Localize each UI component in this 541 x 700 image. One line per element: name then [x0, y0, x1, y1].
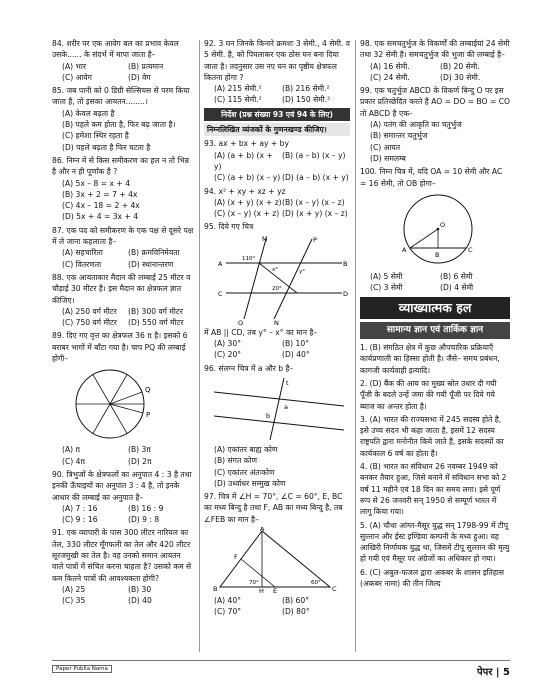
question-93: [204, 138, 350, 183]
option: (A) 5 सेमी: [370, 271, 403, 281]
option: (C) एकांतर अंतःकोण: [214, 467, 275, 477]
option: (C) 9 : 16: [62, 515, 98, 525]
column-3: [360, 38, 510, 591]
option: (C) आवेग: [62, 72, 92, 82]
question-text: 87. एक पद को समीकरण के एक पक्ष से दूसरे पक्ष में ले जाना कहलाता है–: [52, 225, 194, 247]
option: (D) 9 : 8: [128, 515, 160, 525]
option: (C) (x – y) (x + z): [214, 209, 280, 219]
label-b: b: [266, 411, 271, 420]
option: (B) (x – y) (x – z): [282, 197, 345, 207]
option: (D) 40°: [282, 350, 310, 360]
question-text: 91. एक व्यापारी के पास 300 लीटर नारियल का तेल, 330 लीटर मूँगफली का तेल और 420 लीटर सूरजमुखी का तेल है। वह उनको समान आयतन वाले पात्रों में संचित करना चाहता है? उसको कम से कम कितने पात्रों की आवश्यकता होगी?: [52, 528, 192, 583]
question-text: 93. ax + bx + ay + by: [204, 139, 289, 149]
option: (D) 40: [128, 596, 152, 606]
column-divider: [355, 40, 356, 652]
angle-label: 20°: [272, 285, 282, 292]
option: (D) 4 सेमी: [440, 283, 474, 293]
label-o: O: [440, 220, 446, 229]
option: (A) 5x – 8 = x + 4: [62, 178, 131, 188]
label-b: B: [435, 250, 440, 259]
option: (A) 25: [62, 584, 86, 594]
question-text: 97. चित्र में ∠H = 70°, ∠C = 60°, E, BC का मध्य बिन्दु है तथा F, AB का मध्य बिन्दु है, तब ∠FEB का मान है–: [204, 492, 343, 524]
option: (A) 40°: [214, 596, 241, 606]
option: (A) 16 सेमी.: [370, 61, 410, 71]
question-text: 88. एक आयताकार मैदान की लम्बाई 25 मीटर व चौड़ाई 30 मीटर है। इस मैदान का क्षेत्रफल ज्ञात कीजिए।: [52, 272, 191, 305]
angle-label: 70°: [249, 580, 259, 587]
option: (B) 20 सेमी.: [440, 61, 480, 71]
option: (C) 4x – 18 = 2 + 4x: [62, 201, 140, 211]
question-90: [52, 469, 194, 525]
question-text: 84. शरीर पर एक आवेग बल का प्रभाव केवल उसके...... के संदर्भ में मापा जाता है–: [52, 39, 179, 60]
option: (C) 70°: [214, 607, 242, 617]
option: (A) 215 सेमी.²: [214, 84, 262, 94]
question-text: 95. दिये गए चित्र: [204, 222, 254, 232]
option: (D) उर्ध्वाधर सम्मुख कोण: [214, 478, 286, 488]
question-87: [52, 225, 194, 270]
question-text: 100. निम्न चित्र में, यदि OA = 10 सेमी और AC = 16 सेमी, तो OB होगा–: [360, 167, 503, 188]
answer-explanation: 6. (C) अबुल-फजल द्वारा अकबर के शासन इतिहास (अकबर नामा) की तीन जिल्द: [360, 567, 504, 588]
column-2: [204, 38, 350, 620]
option: (C) 750 वर्ग मीटर: [62, 318, 117, 328]
option: (A) केवल बढ़ता है: [62, 108, 115, 118]
subsection-heading: सामान्य ज्ञान एवं तार्किक ज्ञान: [360, 322, 510, 339]
circle-chord-figure: [360, 191, 510, 269]
option: (B) 216 सेमी.²: [282, 84, 330, 94]
option: (B) 3x + 2 = 7 + 4x: [62, 189, 138, 199]
option: (D) 150 सेमी.²: [282, 95, 331, 105]
option: (A) (x + y) (x + z): [214, 197, 282, 207]
option: (A) पतंग की आकृति का चतुर्भुज: [370, 120, 462, 130]
answer-explanation: 3. (A) भारत की राज्यसभा में 245 सदस्य होते है, इसे उच्च सदन भी कहा जाता है, इसमें 12 सदस्य राष्ट्रपति द्वारा मनोनीत किये जाते है, इसके सदस्यों का कार्यकाल 6 वर्ष का होता है।: [360, 414, 504, 458]
page-number: पेपर | 5: [476, 667, 510, 678]
option: (B) 6 सेमी: [440, 271, 473, 281]
label-f: F: [234, 553, 238, 562]
label-q: Q: [145, 386, 151, 395]
option: (B) 60°: [282, 596, 310, 606]
option: (B) संगत कोण: [214, 456, 257, 466]
label-a: A: [218, 259, 223, 268]
question-84: [52, 38, 194, 83]
option: (C) 35: [62, 596, 86, 606]
option: (A) 250 वर्ग मीटर: [62, 306, 117, 316]
question-100: [360, 166, 510, 293]
question-text-continued: में AB || CD, तब y° – x° का मान है–: [204, 327, 318, 337]
question-97: [204, 491, 350, 617]
option: (B) 16 : 9: [128, 503, 164, 513]
option: (D) पहले बढ़ता है फिर घटता है: [62, 142, 151, 152]
answer-explanation: 2. (D) बैंक की आय का मुख्य स्रोत उधार दी गयी पूँजी के बदले उन्हें जमा की गयी पूँजी पर दिये गये ब्याज का अन्तर होता है।: [360, 378, 497, 411]
question-text: 89. दिए गए वृत्त का क्षेत्रफल 36 π है। इसको 6 बराबर भागों में बाँटा गया है। चाप PQ की लम्बाई होगी–: [52, 331, 188, 364]
question-text: 98. एक समचतुर्भुज के विकर्णों की लम्बाईयां 24 सेमी तथा 32 सेमी है। समचतुर्भुज की भुजा की लम्बाई है–: [360, 39, 510, 60]
option: (C) 4π: [62, 456, 86, 466]
option: (B) (a – b) (x – y): [282, 150, 346, 160]
instruction-text: निम्नलिखित व्यंजकों के गुणनखण्ड कीजिए।: [204, 123, 350, 136]
question-text: 99. एक चतुर्भुज ABCD के विकर्ण बिन्दु O पर इस प्रकार प्रतिच्छेदित करते है AO = DO = BO = CO तो ABCD है एक–: [360, 86, 511, 118]
label-t: t: [286, 378, 289, 387]
angle-label: x°: [272, 266, 279, 273]
option: (B) क्रमविनिमेयता: [128, 248, 180, 258]
option: (D) वेग: [128, 72, 151, 82]
option: (A) 30°: [214, 339, 241, 349]
question-text: 96. संलग्न चित्र में a और b है–: [204, 363, 294, 373]
label-b: B: [343, 259, 348, 268]
section-heading: व्याख्यात्मक हल: [360, 297, 510, 318]
question-85: [52, 85, 194, 153]
question-89: [52, 330, 194, 466]
column-1: [52, 38, 194, 608]
question-86: [52, 155, 194, 223]
answer-explanation: 5. (A) चौथा आंग्ल-मैसूर युद्ध सन् 1798-99 में टीपू सुल्तान और ईस्ट इण्डिया कम्पनी के मध्य हुआ। यह आखिरी निर्णायक युद्ध था, जिसमें टीपू सुल्तान की मृत्यु हो गयी एवं मैसूर पर अंग्रेजों का अधिकार हो गया।: [360, 520, 510, 564]
label-b: B: [213, 585, 218, 594]
label-a: A: [260, 527, 265, 534]
option: (D) समलम्ब: [370, 153, 406, 163]
option: (B) 10°: [282, 339, 310, 349]
parallel-lines-figure: [204, 235, 350, 325]
option: (D) 550 वर्ग मीटर: [128, 318, 184, 328]
answer-explanation: 4. (B) भारत का संविधान 26 नवम्बर 1949 को बनकर तैयार हुआ, जिसे बनाने में संविधान सभा को 2 वर्ष 11 महीने एवं 18 दिन का समय लगा। इसे पूर्ण रूप से 26 जनवरी सन् 1950 से सम्पूर्ण भारत में लागू किया गया।: [360, 462, 507, 517]
option: (C) वितरणता: [62, 259, 102, 269]
option: (A) π: [62, 445, 81, 455]
label-p: P: [146, 411, 151, 420]
page-footer: [52, 660, 510, 681]
option: (D) 80°: [282, 607, 310, 617]
triangle-figure: [204, 527, 350, 593]
option: (D) स्थानान्तरण: [128, 259, 174, 269]
option: (B) प्रत्यमान: [128, 61, 164, 71]
option: (C) हमेशा स्थिर रहता है: [62, 131, 129, 141]
label-h: H: [259, 587, 264, 594]
question-94: [204, 186, 350, 220]
label-c: C: [468, 245, 473, 254]
circle-sector-figure: [52, 366, 194, 442]
option: (D) (x + y) (x – z): [282, 209, 348, 219]
option: (A) सहचारिता: [62, 248, 103, 258]
label-c: C: [218, 289, 223, 298]
label-p: P: [313, 235, 317, 244]
option: (C) 24 सेमी.: [370, 72, 410, 82]
label-n: N: [274, 318, 279, 325]
option: (A) 7 : 16: [62, 503, 98, 513]
option: (C) 3 सेमी: [370, 283, 403, 293]
option: (C) 115 सेमी.²: [214, 95, 262, 105]
label-a: a: [284, 402, 288, 411]
option: (B) समान्तर चतुर्भुज: [370, 131, 428, 141]
label-m: M: [262, 234, 268, 243]
question-text: 94. x² + xy + xz + yz: [204, 186, 286, 196]
question-99: [360, 85, 510, 164]
option: (D) 2π: [128, 456, 152, 466]
option: (B) 3π: [128, 445, 151, 455]
question-96: [204, 363, 350, 489]
column-divider: [199, 40, 200, 652]
option: (B) 300 वर्ग मीटर: [128, 306, 183, 316]
option: (B) 30: [128, 584, 152, 594]
label-d: D: [343, 289, 349, 298]
question-text: 85. जब पानी को 0 डिग्री सेल्सियस से परम किया जाता है, तो इसका आयतन........।: [52, 86, 190, 107]
question-text: 92. 3 घन जिनके किनारे क्रमशः 3 सेमी., 4 सेमी. व 5 सेमी. है, को पिघलाकर एक ठोस घन बना दिया जाता है। तदनुसार उस नए घन का पृष्ठीय क्षेत्रफल कितना होगा ?: [204, 39, 350, 82]
option: (B) पहले कम होता है, फिर बढ़ जाता है।: [62, 120, 176, 130]
option: (C) 20°: [214, 350, 242, 360]
label-c: C: [332, 585, 337, 594]
question-98: [360, 38, 510, 83]
angle-label: 60°: [311, 580, 321, 587]
answer-explanation: 1. (B) संगठित क्षेत्र में कुछ औपचारिक प्रक्रियाएँ कार्यप्रणाली का हिस्सा होती है। जैसे– समय प्रबंधन, कागजी कार्यवाही इत्यादि।: [360, 343, 500, 375]
option: (C) आयत: [370, 142, 401, 152]
option: (C) (a + b) (x – y): [214, 173, 281, 183]
label-q: Q: [238, 318, 244, 325]
label-e: E: [273, 587, 278, 594]
option: (A) भार: [62, 61, 86, 71]
question-91: [52, 527, 194, 606]
transversal-figure: [204, 376, 350, 442]
question-92: [204, 38, 350, 106]
question-95: [204, 221, 350, 360]
option: (D) 30 सेमी.: [440, 72, 481, 82]
option: (D) 5x + 4 = 3x + 4: [62, 212, 139, 222]
publisher-logo: Paper Publia Nama: [52, 665, 112, 673]
question-text: 90. त्रिभुजों के क्षेत्रफलों का अनुपात 4 : 3 है तथा इनकी ऊँचाइयों का अनुपात 3 : 4 है, तो इनके आधार की लम्बाई का अनुपात है–: [52, 469, 192, 502]
option: (A) एकांतर बाह्य कोण: [214, 444, 278, 454]
direction-banner: निर्देश (प्रश्न संख्या 93 एवं 94 के लिए): [204, 108, 350, 121]
question-text: 86. निम्न में से किस समीकरण का हल न तो भिन्न है और न ही पूर्णांक है ?: [52, 155, 189, 177]
option: (A) (a + b) (x + y): [214, 150, 273, 171]
label-a: A: [402, 245, 407, 254]
angle-label: 110°: [242, 255, 256, 262]
question-88: [52, 272, 194, 328]
angle-label: y°: [299, 268, 306, 275]
option: (D) (a – b) (x + y): [282, 173, 349, 183]
